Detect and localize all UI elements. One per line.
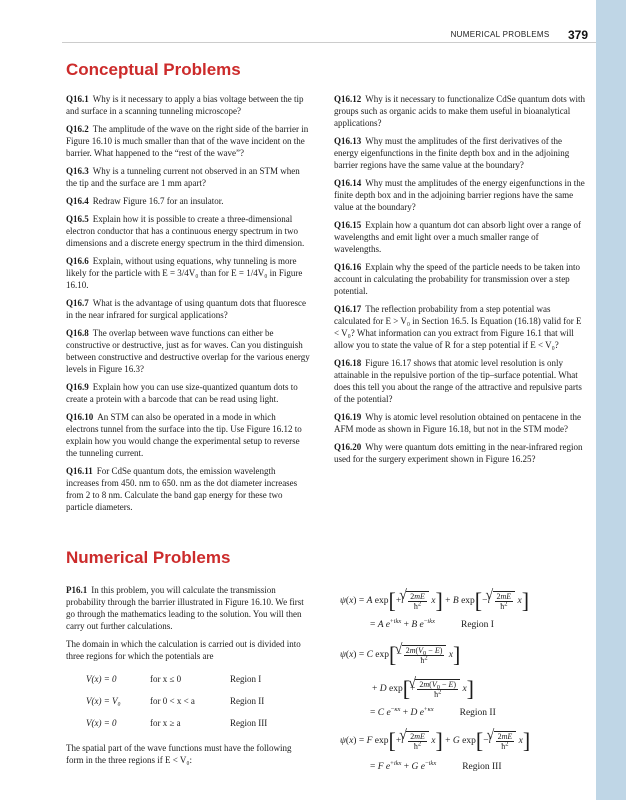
question-q16-5 [66, 213, 310, 249]
question-number: Q16.15 [334, 220, 362, 230]
question-text: Redraw Figure 16.7 for an insulator. [92, 196, 224, 206]
question-text: Explain how you can use size-quantized quantum dots to create a protein with a barcode that can be read using light. [66, 382, 298, 404]
question-q16-20 [334, 441, 588, 465]
question-q16-16 [334, 261, 588, 297]
potential-row [86, 718, 267, 740]
question-number: Q16.3 [66, 166, 89, 176]
potential-region: Region II [230, 696, 265, 706]
question-text: The overlap between wave functions can either be constructive or destructive, just as for waves. Can you distinguish between constructive and destructive overlap for the various energy levels in Figure 16.3? [66, 328, 310, 374]
question-number: Q16.6 [66, 256, 89, 266]
question-number: Q16.13 [334, 136, 362, 146]
header-rule [62, 42, 596, 43]
question-number: Q16.2 [66, 124, 89, 134]
question-number: Q16.11 [66, 466, 93, 476]
potential-expr: V(x) = 0 [86, 718, 117, 728]
question-number: Q16.5 [66, 214, 89, 224]
question-text: Why must the amplitudes of the energy eigenfunctions in the finite depth box and in the adjoining barrier regions have the same value at the boundary? [334, 178, 585, 212]
question-q16-15 [334, 219, 588, 255]
problem-closing-text: The spatial part of the wave functions must have the following form in the three regions if E < V₀: [66, 743, 292, 765]
question-q16-3 [66, 165, 310, 189]
question-q16-4 [66, 195, 310, 207]
question-number: Q16.1 [66, 94, 89, 104]
question-number: Q16.10 [66, 412, 94, 422]
question-q16-7 [66, 297, 310, 321]
potential-cond: for 0 < x < a [150, 696, 195, 706]
potential-expr: V(x) = V₀ [86, 696, 121, 706]
question-q16-8 [66, 327, 310, 375]
question-q16-12 [334, 93, 588, 129]
question-text: Why were quantum dots emitting in the near-infrared region used for the surgery experiment shown in Figure 16.25? [334, 442, 583, 464]
question-text: The amplitude of the wave on the right side of the barrier in Figure 16.10 is much smaller than that of the wave incident on the barrier. What happened to the “rest of the wave”? [66, 124, 309, 158]
question-text: Explain, without using equations, why tunneling is more likely for the particle with E = 3/4V₀ than for E = 1/4V₀ in Figure 16.10. [66, 256, 303, 290]
question-text: The reflection probability from a step potential was calculated for E > V₀ in Section 16.5. Is Equation (16.18) valid for E < V₀? What information can you extract from Figure 16.1 that will allow you to state the value of R for a step potential if E < V₀? [334, 304, 582, 350]
question-text: Why is atomic level resolution obtained on pentacene in the AFM mode as shown in Figure 16.18, but not in the STM mode? [334, 412, 581, 434]
potential-expr: V(x) = 0 [86, 674, 117, 684]
potential-cond: for x ≤ 0 [150, 674, 182, 684]
question-q16-2 [66, 123, 310, 159]
equation-psi-region2-simplified: = C $e^{-\kappa x} + D$ $e^{+\kappa x}$ Region II [370, 705, 496, 718]
question-q16-10 [66, 411, 310, 459]
page-side-tab [596, 0, 626, 800]
question-q16-13 [334, 135, 588, 171]
conceptual-section-title: Conceptual Problems [66, 60, 241, 79]
question-number: Q16.20 [334, 442, 362, 452]
question-number: Q16.17 [334, 304, 362, 314]
question-text: Why is it necessary to apply a bias voltage between the tip and surface in a scanning tunneling microscope? [66, 94, 304, 116]
question-number: Q16.4 [66, 196, 89, 206]
question-q16-6 [66, 255, 310, 291]
problem-intro-text: In this problem, you will calculate the transmission probability through the barrier illustrated in Figure 16.10. We first go through the mathematics leading to the solution. You will then carry out further calculations. [66, 585, 304, 631]
equation-psi-region1-simplified: = A $e^{+ikx} + B$ $e^{-ikx}$ Region I [370, 617, 494, 630]
question-text: Explain how a quantum dot can absorb light over a range of wavelengths and emit light over a much smaller range of wavelengths. [334, 220, 581, 254]
question-number: Q16.12 [334, 94, 362, 104]
question-q16-19 [334, 411, 588, 435]
question-text: For CdSe quantum dots, the emission wavelength increases from 450. nm to 650. nm as the dot diameter increases from 2 to 8 nm. Calculate the band gap energy for these two particle diameters. [66, 466, 298, 512]
question-text: Explain why the speed of the particle needs to be taken into account in calculating the probability for transmission over a step potential. [334, 262, 580, 296]
conceptual-right-column [334, 93, 588, 471]
potential-table [86, 674, 267, 740]
question-text: Why is it necessary to functionalize CdSe quantum dots with groups such as organic acids to make them useful in bioanalytical applications? [334, 94, 585, 128]
question-q16-14 [334, 177, 588, 213]
region-label: Region III [462, 762, 502, 772]
question-number: Q16.7 [66, 298, 89, 308]
question-number: Q16.16 [334, 262, 362, 272]
potential-cond: for x ≥ a [150, 718, 181, 728]
region-label: Region II [459, 708, 496, 718]
problem-p16-1 [66, 584, 310, 662]
page-number: 379 [567, 27, 588, 42]
potential-row [86, 696, 267, 718]
question-q16-1 [66, 93, 310, 117]
equation-psi-region3-simplified: = F $e^{+ikx} + G$ $e^{-ikx}$ Region III [370, 759, 502, 772]
question-q16-9 [66, 381, 310, 405]
question-text: Figure 16.17 shows that atomic level resolution is only attainable in the repulsive portion of the tip–surface potential. What does this tell you about the range of the attractive and repulsive parts of the potential? [334, 358, 582, 404]
question-number: Q16.19 [334, 412, 362, 422]
equation-psi-region1: ψ(x) = A exp[+i √ $\frac{2mE}{ħ^2}$ x] + B exp[−i √ $\frac{2mE}{ħ^2}$ x] [340, 588, 529, 614]
question-number: Q16.14 [334, 178, 362, 188]
region-label: Region I [460, 620, 494, 630]
question-text: What is the advantage of using quantum dots that fluoresce in the near infrared for surgical applications? [66, 298, 306, 320]
question-number: Q16.9 [66, 382, 89, 392]
numerical-section-title: Numerical Problems [66, 548, 231, 567]
potential-row [86, 674, 267, 696]
problem-intro [66, 584, 310, 632]
potential-region: Region III [230, 718, 268, 728]
running-title: NUMERICAL PROBLEMS [450, 30, 550, 40]
question-q16-11 [66, 465, 310, 513]
question-number: Q16.18 [334, 358, 362, 368]
problem-domain-text: The domain in which the calculation is carried out is divided into three regions for which the potentials are [66, 639, 301, 661]
question-text: Why must the amplitudes of the first derivatives of the energy eigenfunctions in the finite depth box and in the adjoining barrier regions have the same value at the boundary? [334, 136, 570, 170]
question-text: An STM can also be operated in a mode in which electrons tunnel from the surface into the tip. Use Figure 16.12 to explain how you would change the experimental setup to reverse the tunneling current. [66, 412, 302, 458]
problem-number: P16.1 [66, 585, 88, 595]
conceptual-left-column [66, 93, 310, 519]
equation-psi-region2: ψ(x) = C exp[− √ $\frac{2m(V_0 - E)}{ħ^2}$ x] [340, 642, 460, 668]
equation-psi-region3: ψ(x) = F exp[+i √ $\frac{2mE}{ħ^2}$ x] + G exp[−i √ $\frac{2mE}{ħ^2}$ x] [340, 728, 530, 754]
question-q16-17 [334, 303, 588, 351]
equation-psi-region2b: + D exp[+ √ $\frac{2m(V_0 - E)}{ħ^2}$ x] [372, 676, 474, 702]
question-number: Q16.8 [66, 328, 89, 338]
question-q16-18 [334, 357, 588, 405]
question-text: Why is a tunneling current not observed in an STM when the tip and the surface are 1 mm apart? [66, 166, 300, 188]
question-text: Explain how it is possible to create a three-dimensional electron conductor that has a continuous energy spectrum in two dimensions and a discrete energy spectrum in the third dimension. [66, 214, 305, 248]
potential-region: Region I [230, 674, 262, 684]
